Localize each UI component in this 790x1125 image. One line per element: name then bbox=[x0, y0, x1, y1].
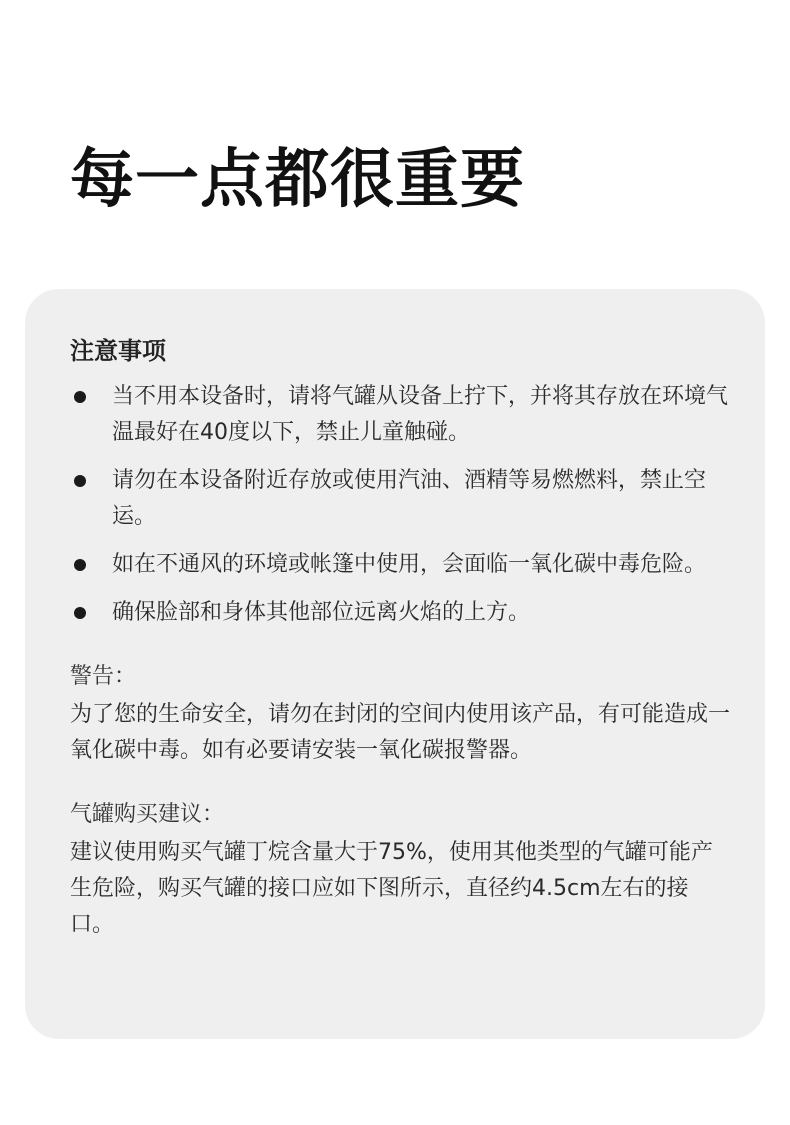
notice-heading: 注意事项 bbox=[70, 337, 166, 365]
notice-card-content bbox=[70, 329, 730, 943]
list-item-text: 如在不通风的环境或帐篷中使用，会面临一氧化碳中毒危险。 bbox=[112, 552, 707, 577]
notice-list bbox=[70, 379, 730, 631]
purchase-advice-block bbox=[70, 797, 730, 943]
page-title: 每一点都很重要 bbox=[70, 143, 525, 217]
list-item-text: 请勿在本设备附近存放或使用汽油、酒精等易燃燃料，禁止空运。 bbox=[112, 468, 707, 529]
warning-text: 为了您的生命安全，请勿在封闭的空间内使用该产品，有可能造成一氧化碳中毒。如有必要请安装一氧化碳报警器。 bbox=[70, 702, 731, 763]
bullet-dot-icon bbox=[74, 607, 86, 619]
list-item bbox=[70, 379, 730, 451]
bullet-dot-icon bbox=[74, 475, 86, 487]
notice-card bbox=[25, 289, 765, 1039]
bullet-dot-icon bbox=[74, 559, 86, 571]
purchase-advice-label: 气罐购买建议： bbox=[70, 802, 225, 827]
bullet-dot-icon bbox=[74, 391, 86, 403]
list-item bbox=[70, 547, 730, 583]
warning-block bbox=[70, 659, 730, 769]
list-item-text: 确保脸部和身体其他部位远离火焰的上方。 bbox=[112, 600, 531, 625]
purchase-advice-text: 建议使用购买气罐丁烷含量大于75%，使用其他类型的气罐可能产生危险，购买气罐的接口应如下图所示，直径约4.5cm左右的接口。 bbox=[70, 840, 713, 937]
warning-label: 警告： bbox=[70, 664, 137, 689]
list-item-text: 当不用本设备时，请将气罐从设备上拧下，并将其存放在环境气温最好在40度以下，禁止儿童触碰。 bbox=[112, 384, 729, 445]
list-item bbox=[70, 595, 730, 631]
list-item bbox=[70, 463, 730, 535]
